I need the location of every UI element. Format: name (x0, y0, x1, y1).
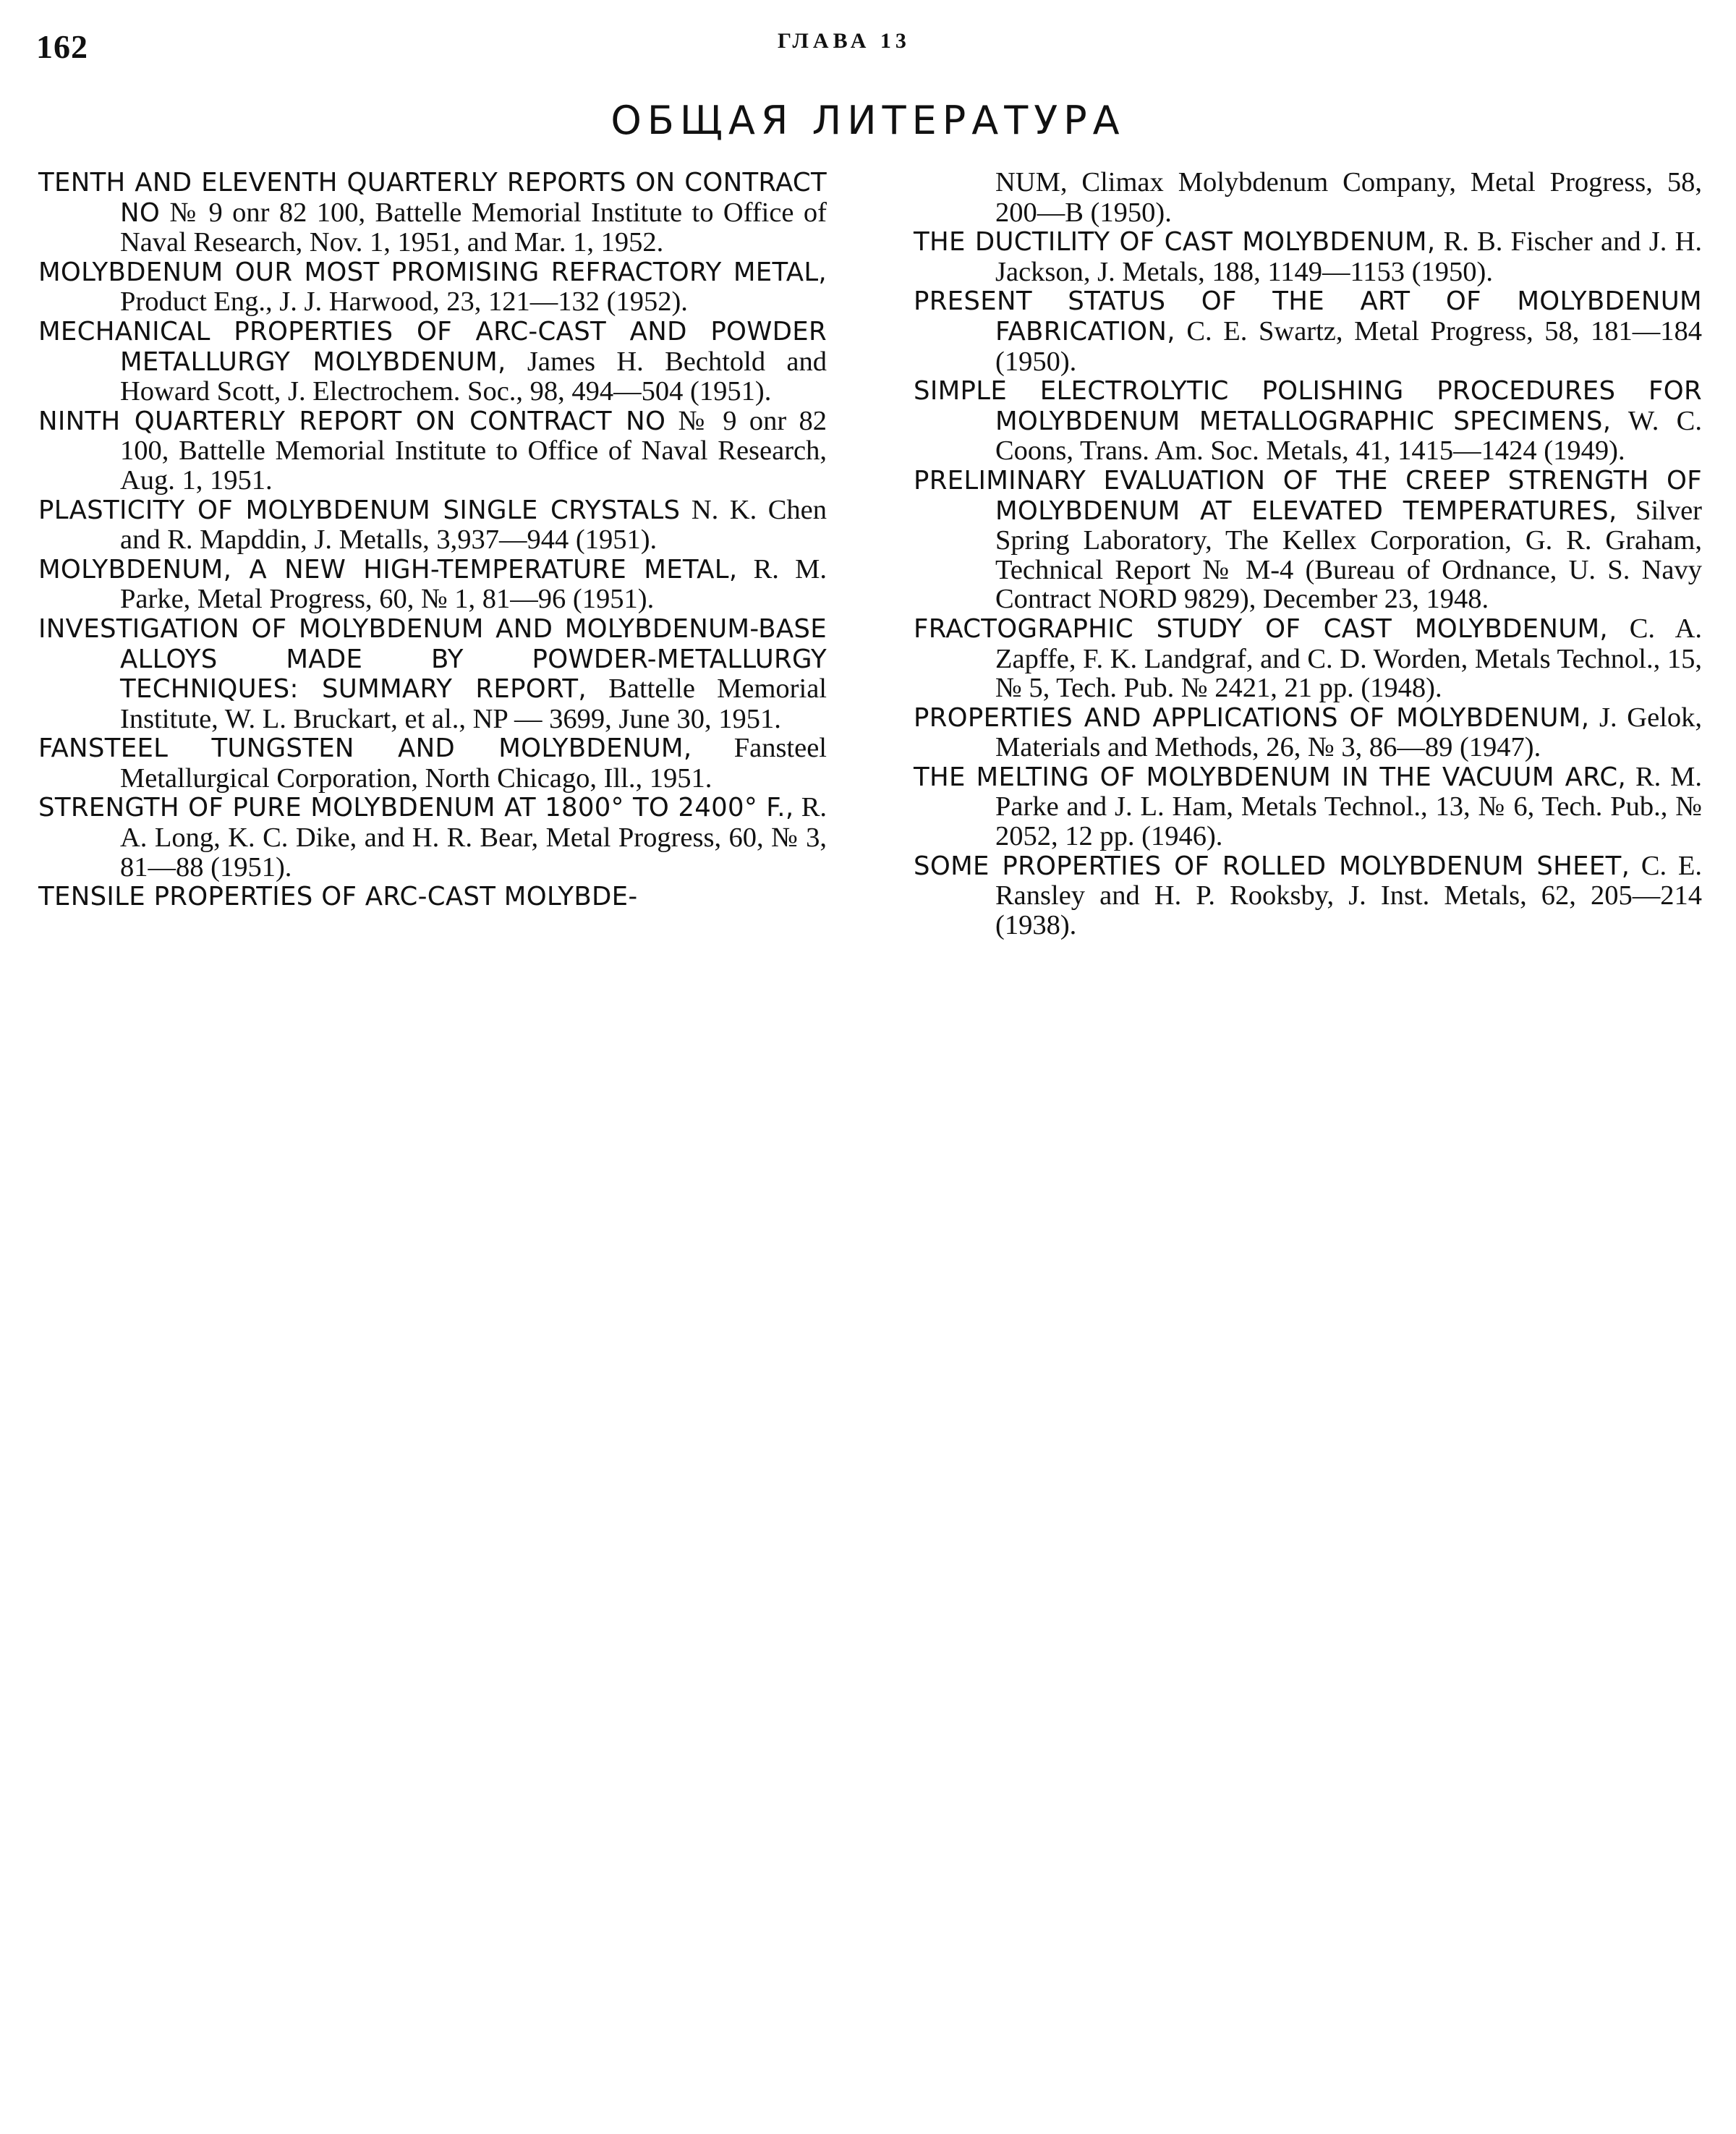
reference-entry (914, 376, 1702, 466)
reference-details: W. C. Coons, Trans. Am. Soc. Metals, 41, 1415—1424 (1949). (995, 405, 1702, 467)
reference-entry (38, 168, 827, 258)
reference-details: C. A. Zapffe, F. K. Landgraf, and C. D. Worden, Metals Technol., 15, № 5, Tech. Pub. № 2421, 21 pp. (1948). (995, 613, 1702, 704)
reference-details: NUM, Climax Molybdenum Company, Metal Progress, 58, 200—B (1950). (995, 167, 1702, 228)
reference-details: C. E. Swartz, Metal Progress, 58, 181—184 (1950). (995, 315, 1702, 377)
reference-title: FANSTEEL TUNGSTEN AND MOLYBDENUM, (38, 734, 692, 764)
page-number: 162 (36, 28, 88, 65)
section-title: ОБЩАЯ ЛИТЕРАТУРА (610, 98, 1126, 143)
reference-title: INVESTIGATION OF MOLYBDENUM AND MOLYBDENUM-BASE ALLOYS MADE BY POWDER-METALLURGY TECHNIQUES: SUMMARY REPORT, (38, 613, 827, 705)
reference-details: Silver Spring Laboratory, The Kellex Corporation, G. R. Graham, Technical Report № M-4 (Bureau of Ordnance, U. S. Navy Contract NORD 9829), December 23, 1948. (995, 495, 1702, 615)
reference-entry (914, 466, 1702, 614)
reference-details: Fansteel Metallurgical Corporation, North Chicago, Ill., 1951. (120, 733, 827, 794)
reference-details: R. B. Fischer and J. H. Jackson, J. Metals, 188, 1149—1153 (1950). (995, 226, 1702, 287)
reference-entry (914, 614, 1702, 703)
reference-entry (38, 793, 827, 882)
chapter-running-head: ГЛАВА 13 (778, 29, 911, 53)
right-column (914, 168, 1702, 940)
reference-entry (914, 227, 1702, 286)
reference-details: № 9 onr 82 100, Battelle Memorial Institute to Office of Naval Research, Aug. 1, 1951. (120, 405, 827, 496)
reference-entry (38, 734, 827, 793)
reference-entry (38, 317, 827, 407)
reference-title: NINTH QUARTERLY REPORT ON CONTRACT NO (38, 406, 666, 436)
reference-title: SOME PROPERTIES OF ROLLED MOLYBDENUM SHEET, (914, 851, 1630, 881)
reference-entry (38, 407, 827, 496)
reference-details: Product Eng., J. J. Harwood, 23, 121—132 (1952). (120, 286, 688, 318)
reference-details: C. E. Ransley and H. P. Rooksby, J. Inst. Metals, 62, 205—214 (1938). (995, 850, 1703, 940)
reference-title: PRELIMINARY EVALUATION OF THE CREEP STRENGTH OF MOLYBDENUM AT ELEVATED TEMPERATURES, (914, 465, 1702, 526)
reference-entry (914, 703, 1702, 762)
reference-title: PROPERTIES AND APPLICATIONS OF MOLYBDENUM, (914, 702, 1590, 733)
reference-details: № 9 onr 82 100, Battelle Memorial Institute to Office of Naval Research, Nov. 1, 1951, and Mar. 1, 1952. (120, 197, 827, 258)
reference-title: STRENGTH OF PURE MOLYBDENUM AT 1800° TO 2400° F., (38, 793, 794, 823)
reference-entry (38, 882, 827, 912)
reference-entry (914, 762, 1702, 851)
reference-title: TENTH AND ELEVENTH QUARTERLY REPORTS ON CONTRACT NO (38, 168, 827, 228)
reference-entry-continuation (914, 168, 1702, 227)
reference-entry (38, 614, 827, 734)
reference-details: R. M. Parke, Metal Progress, 60, № 1, 81—96 (1951). (120, 553, 827, 615)
reference-details: R. M. Parke and J. L. Ham, Metals Technol., 13, № 6, Tech. Pub., № 2052, 12 pp. (1946). (995, 761, 1702, 852)
reference-entry (38, 555, 827, 614)
reference-title: MOLYBDENUM OUR MOST PROMISING REFRACTORY METAL, (38, 257, 827, 287)
reference-details: N. K. Chen and R. Mapddin, J. Metalls, 3,937—944 (1951). (120, 494, 827, 556)
reference-title: MOLYBDENUM, A NEW HIGH-TEMPERATURE METAL, (38, 554, 738, 584)
reference-details: R. A. Long, K. C. Dike, and H. R. Bear, Metal Progress, 60, № 3, 81—88 (1951). (120, 792, 827, 883)
reference-details: Battelle Memorial Institute, W. L. Bruckart, et al., NP — 3699, June 30, 1951. (120, 673, 827, 734)
reference-entry (914, 851, 1702, 940)
reference-title: THE MELTING OF MOLYBDENUM IN THE VACUUM ARC, (914, 762, 1627, 792)
reference-title: THE DUCTILITY OF CAST MOLYBDENUM, (914, 227, 1436, 258)
reference-title: MECHANICAL PROPERTIES OF ARC-CAST AND POWDER METALLURGY MOLYBDENUM, (38, 316, 827, 377)
reference-details: James H. Bechtold and Howard Scott, J. Electrochem. Soc., 98, 494—504 (1951). (120, 346, 827, 407)
left-column (38, 168, 827, 912)
reference-title: PRESENT STATUS OF THE ART OF MOLYBDENUM FABRICATION, (914, 286, 1702, 347)
reference-details: J. Gelok, Materials and Methods, 26, № 3, 86—89 (1947). (995, 702, 1702, 763)
reference-entry (914, 286, 1702, 376)
reference-title: FRACTOGRAPHIC STUDY OF CAST MOLYBDENUM, (914, 613, 1609, 644)
reference-title: PLASTICITY OF MOLYBDENUM SINGLE CRYSTALS (38, 495, 681, 525)
reference-entry (38, 258, 827, 317)
reference-title: SIMPLE ELECTROLYTIC POLISHING PROCEDURES FOR MOLYBDENUM METALLOGRAPHIC SPECIMENS, (914, 376, 1702, 436)
reference-entry (38, 496, 827, 555)
reference-title: TENSILE PROPERTIES OF ARC-CAST MOLYBDE- (38, 882, 638, 912)
